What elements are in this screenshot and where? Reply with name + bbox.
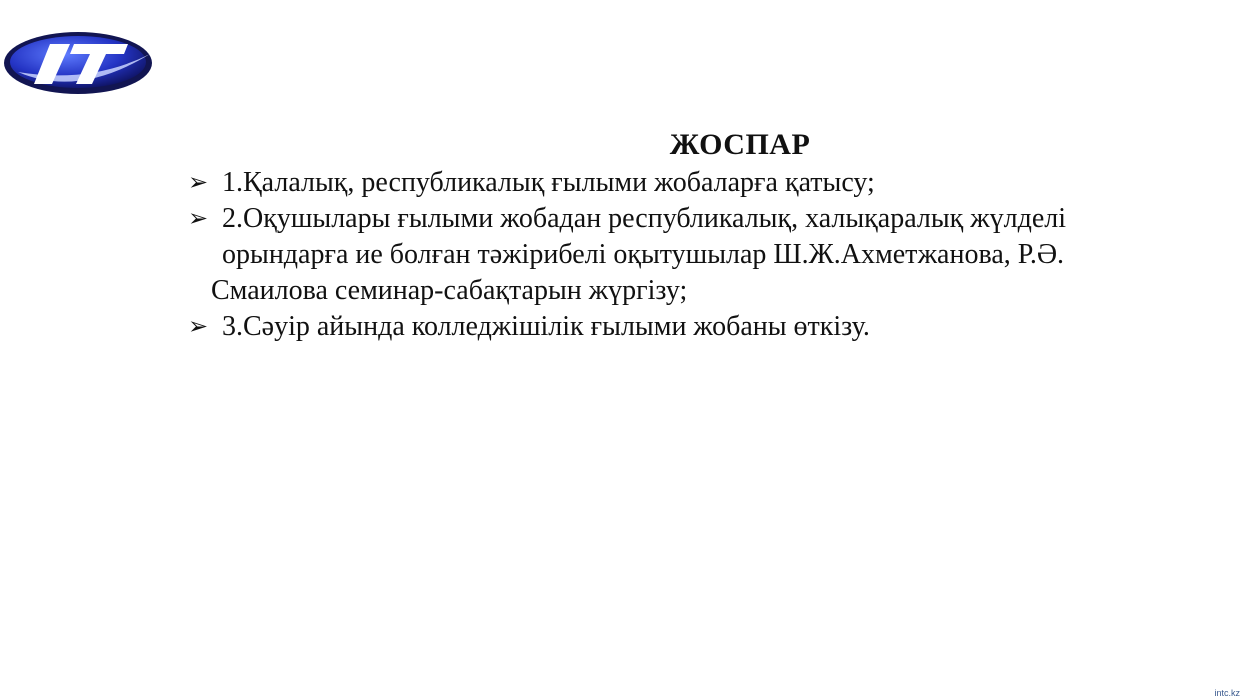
plan-item-2 [188,201,1188,309]
plan-item-text: 3.Сәуір айында колледжішілік ғылыми жобаны өткізу. [222,311,870,342]
plan-item-3 [188,309,1188,345]
footer-site-link[interactable]: intc.kz [1214,688,1240,698]
plan-item-text: орындарға ие болған тәжірибелі оқытушылар Ш.Ж.Ахметжанова, Р.Ә. [222,239,1065,270]
plan-list [188,165,1188,345]
it-logo [0,26,160,100]
plan-item-1 [188,165,1188,201]
plan-item-text: 2.Оқушылары ғылыми жобадан республикалық, халықаралық жүлделі [222,203,1067,234]
arrow-bullet-icon: ➢ [188,314,209,340]
it-logo-graphic [0,26,160,100]
slide-title: ЖОСПАР [669,128,811,161]
arrow-bullet-icon: ➢ [188,170,209,196]
plan-item-text: Смаилова семинар-сабақтарын жүргізу; [211,275,688,306]
arrow-bullet-icon: ➢ [188,206,209,232]
plan-item-text: 1.Қалалық, республикалық ғылыми жобаларға қатысу; [222,167,875,198]
